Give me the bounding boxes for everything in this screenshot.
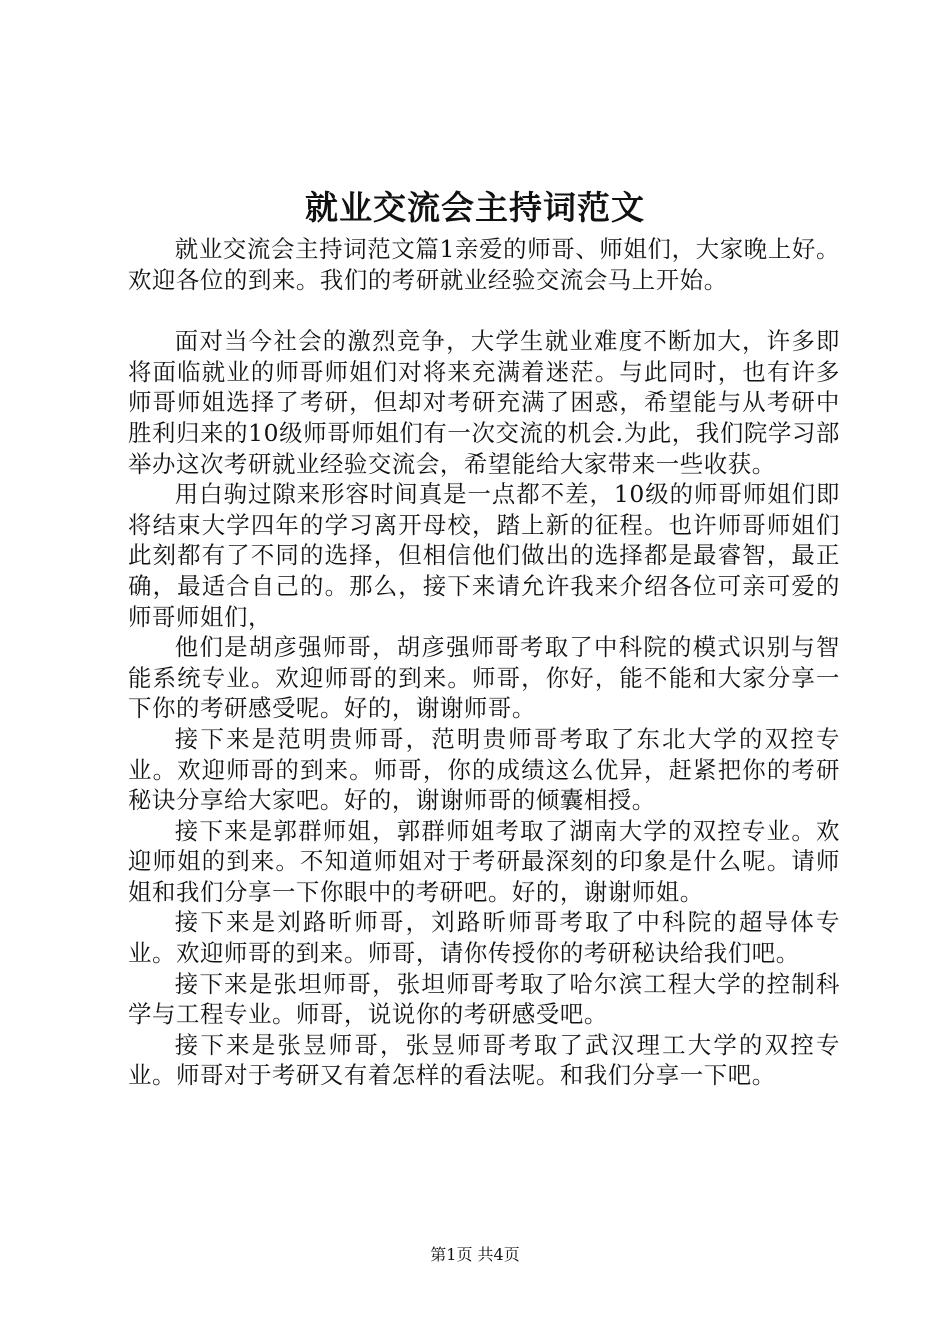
paragraph: 他们是胡彦强师哥，胡彦强师哥考取了中科院的模式识别与智能系统专业。欢迎师哥的到来。师哥，你好，能不能和大家分享一下你的考研感受呢。好的，谢谢师哥。: [128, 633, 840, 723]
document-title: 就业交流会主持词范文: [305, 188, 645, 227]
paragraph: 就业交流会主持词范文篇1亲爱的师哥、师姐们，大家晚上好。欢迎各位的到来。我们的考研就业经验交流会马上开始。: [128, 235, 840, 294]
paragraph: 接下来是张坦师哥，张坦师哥考取了哈尔滨工程大学的控制科学与工程专业。师哥，说说你的考研感受吧。: [128, 969, 840, 1029]
document-body: [128, 234, 840, 1091]
paragraph: 用白驹过隙来形容时间真是一点都不差，10级的师哥师姐们即将结束大学四年的学习离开母校，踏上新的征程。也许师哥师姐们此刻都有了不同的选择，但相信他们做出的选择都是最睿智，最正确，最适合自己的。那么，接下来请允许我来介绍各位可亲可爱的师哥师姐们，: [128, 480, 840, 631]
paragraph: 接下来是范明贵师哥，范明贵师哥考取了东北大学的双控专业。欢迎师哥的到来。师哥，你的成绩这么优异，赶紧把你的考研秘诀分享给大家吧。好的，谢谢师哥的倾囊相授。: [128, 724, 840, 815]
paragraph: 面对当今社会的激烈竞争，大学生就业难度不断加大，许多即将面临就业的师哥师姐们对将来充满着迷茫。与此同时，也有许多师哥师姐选择了考研，但却对考研充满了困惑，希望能与从考研中胜利归来的10级师哥师姐们有一次交流的机会.为此，我们院学习部举办这次考研就业经验交流会，希望能给大家带来一些收获。: [128, 327, 840, 478]
paragraph: 接下来是郭群师姐，郭群师姐考取了湖南大学的双控专业。欢迎师姐的到来。不知道师姐对于考研最深刻的印象是什么呢。请师姐和我们分享一下你眼中的考研吧。好的，谢谢师姐。: [128, 816, 840, 906]
paragraph: 接下来是刘路昕师哥，刘路昕师哥考取了中科院的超导体专业。欢迎师哥的到来。师哥，请你传授你的考研秘诀给我们吧。: [128, 908, 840, 968]
page-number-footer: 第1页 共4页: [430, 1245, 520, 1264]
paragraph: 接下来是张昱师哥，张昱师哥考取了武汉理工大学的双控专业。师哥对于考研又有着怎样的看法呢。和我们分享一下吧。: [128, 1030, 840, 1090]
